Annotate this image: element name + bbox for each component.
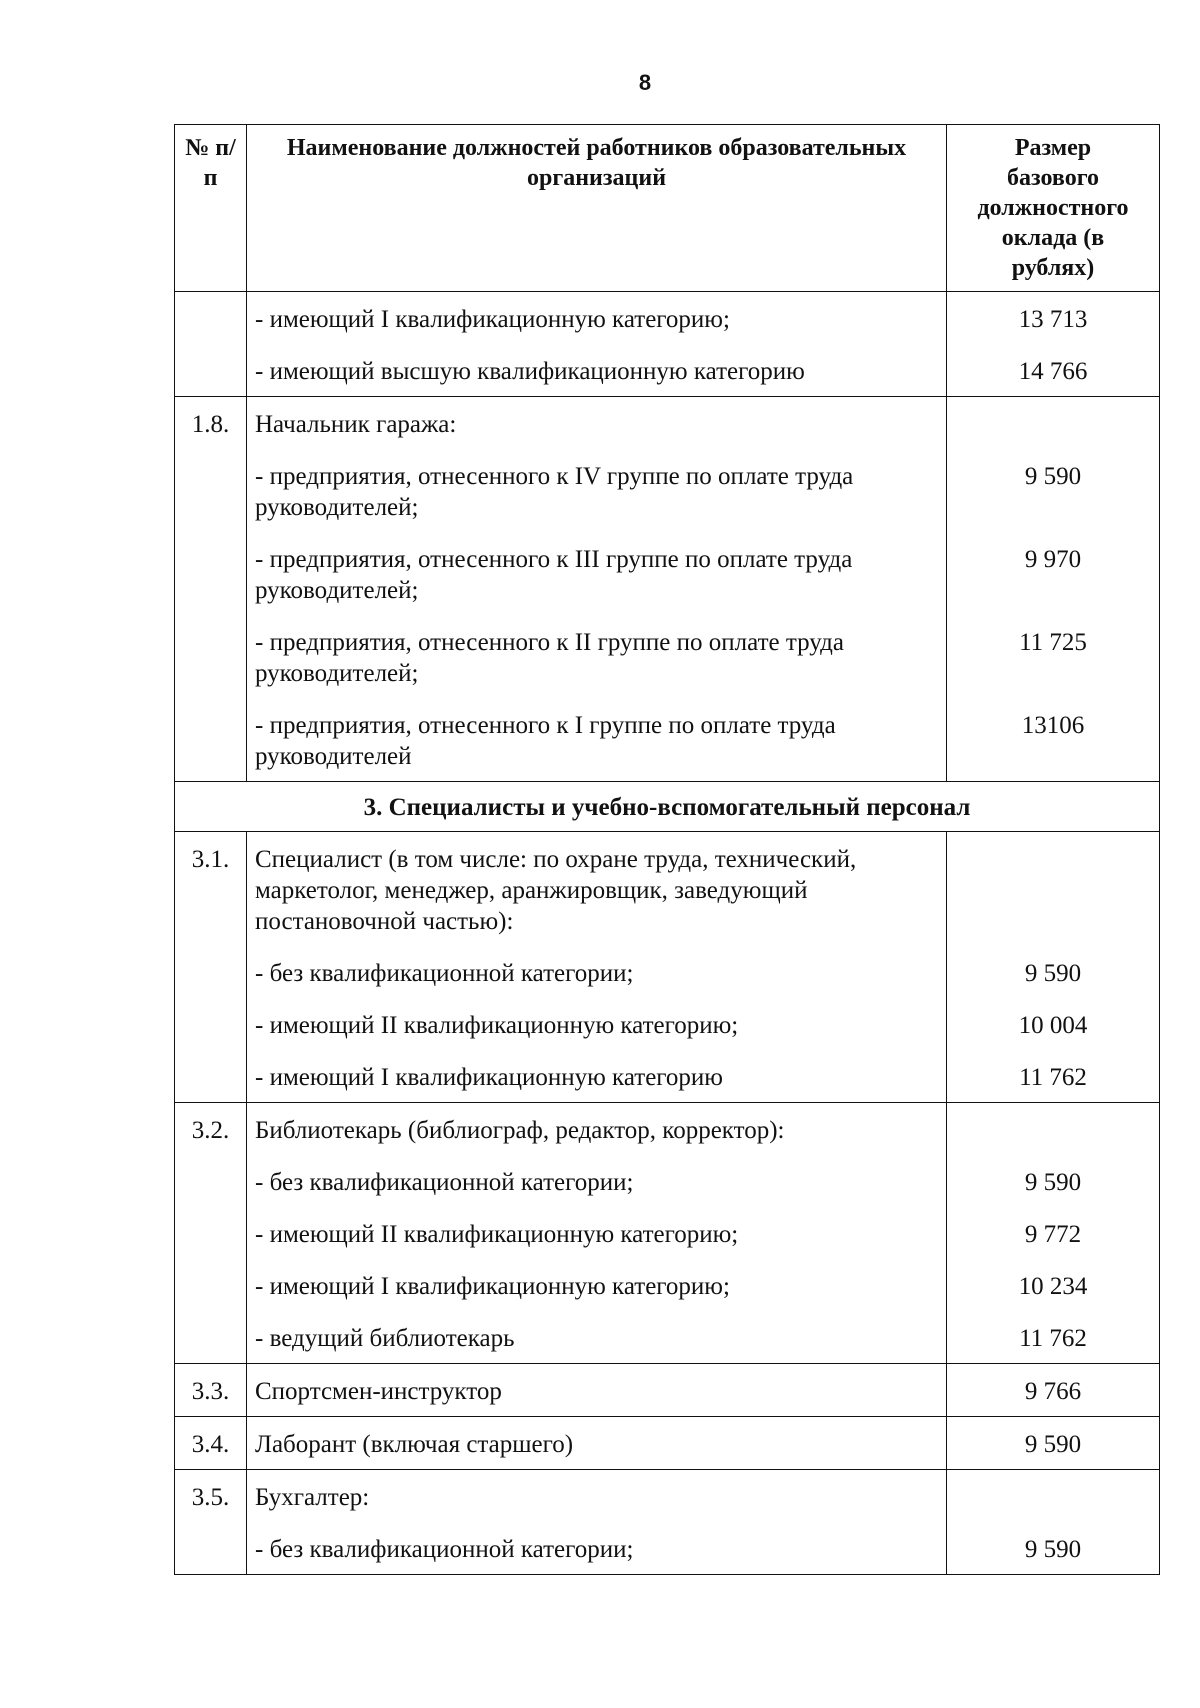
item-name: - имеющий I квалификационную категорию; — [255, 306, 730, 333]
item-name: - предприятия, отнесенного к II группе по оплате труда руководителей; — [255, 629, 845, 687]
name-cell — [247, 292, 947, 397]
item-value: 11 762 — [1019, 1325, 1087, 1352]
value-cell — [947, 1364, 1160, 1417]
item-name: - имеющий II квалификационную категорию; — [255, 1221, 739, 1248]
item-value: 9 590 — [1024, 960, 1082, 987]
table-row — [175, 1470, 1160, 1575]
section-heading-row — [175, 782, 1160, 832]
item-name: - без квалификационной категории; — [255, 1536, 634, 1563]
group-title: Специалист (в том числе: по охране труда, технический, маркетолог, менеджер, аранжировщик, заведующий постановочной частью): — [255, 846, 857, 935]
group-title: Начальник гаража: — [255, 411, 457, 438]
value-cell — [947, 832, 1160, 1103]
group-title: Библиотекарь (библиограф, редактор, корректор): — [255, 1117, 785, 1144]
item-name: - без квалификационной категории; — [255, 960, 634, 987]
value-cell — [947, 292, 1160, 397]
item-value: 9 590 — [1024, 1536, 1082, 1563]
salary-table — [174, 124, 1160, 1575]
empty-value — [947, 1470, 1159, 1522]
item-value: 9 590 — [1024, 1169, 1082, 1196]
num-cell: 3.3. — [175, 1364, 247, 1417]
item-value: 11 725 — [1019, 629, 1087, 656]
table-row — [175, 1417, 1160, 1470]
item-name: Лаборант (включая старшего) — [255, 1431, 574, 1458]
name-cell — [247, 1103, 947, 1364]
num-cell: 3.1. — [175, 832, 247, 1103]
item-name: - имеющий I квалификационную категорию — [255, 1064, 723, 1091]
item-value: 10 234 — [1018, 1273, 1088, 1300]
header-value: Размер базового должностного оклада (в рублях) — [947, 125, 1160, 292]
value-cell — [947, 1417, 1160, 1470]
item-value: 9 590 — [1024, 1431, 1082, 1458]
item-value: 9 590 — [1024, 463, 1082, 490]
empty-value — [947, 397, 1159, 449]
item-value: 13106 — [1021, 712, 1085, 739]
item-name: - предприятия, отнесенного к I группе по оплате труда руководителей — [255, 712, 836, 770]
table-row — [175, 832, 1160, 1103]
item-value: 9 766 — [1024, 1378, 1082, 1405]
item-name: Спортсмен-инструктор — [255, 1378, 502, 1405]
item-name: - имеющий I квалификационную категорию; — [255, 1273, 730, 1300]
item-value: 14 766 — [1018, 358, 1088, 385]
header-name: Наименование должностей работников образовательных организаций — [247, 125, 947, 292]
empty-value — [947, 832, 1159, 946]
empty-value — [947, 1103, 1159, 1155]
item-name: - предприятия, отнесенного к IV группе по оплате труда руководителей; — [255, 463, 854, 521]
value-cell — [947, 1103, 1160, 1364]
item-name: - имеющий II квалификационную категорию; — [255, 1012, 739, 1039]
num-cell: 3.2. — [175, 1103, 247, 1364]
name-cell — [247, 1364, 947, 1417]
value-cell — [947, 1470, 1160, 1575]
name-cell — [247, 1417, 947, 1470]
item-value: 13 713 — [1018, 306, 1088, 333]
page-number: 8 — [638, 70, 652, 95]
item-value: 9 772 — [1024, 1221, 1082, 1248]
table-row — [175, 1103, 1160, 1364]
table-row — [175, 1364, 1160, 1417]
item-value: 10 004 — [1018, 1012, 1088, 1039]
table-row — [175, 292, 1160, 397]
group-title: Бухгалтер: — [255, 1484, 370, 1511]
header-num: № п/п — [175, 125, 247, 292]
table-header-row — [175, 125, 1160, 292]
item-name: - ведущий библиотекарь — [255, 1325, 515, 1352]
value-cell — [947, 397, 1160, 782]
num-cell: 1.8. — [175, 397, 247, 782]
name-cell — [247, 1470, 947, 1575]
num-cell: 3.4. — [175, 1417, 247, 1470]
table-row — [175, 397, 1160, 782]
section-title: 3. Специалисты и учебно-вспомогательный персонал — [175, 782, 1160, 832]
item-value: 11 762 — [1019, 1064, 1087, 1091]
num-cell: 3.5. — [175, 1470, 247, 1575]
num-cell — [175, 292, 247, 397]
item-name: - без квалификационной категории; — [255, 1169, 634, 1196]
item-value: 9 970 — [1024, 546, 1082, 573]
name-cell — [247, 397, 947, 782]
item-name: - предприятия, отнесенного к III группе по оплате труда руководителей; — [255, 546, 853, 604]
name-cell — [247, 832, 947, 1103]
item-name: - имеющий высшую квалификационную категорию — [255, 358, 805, 385]
